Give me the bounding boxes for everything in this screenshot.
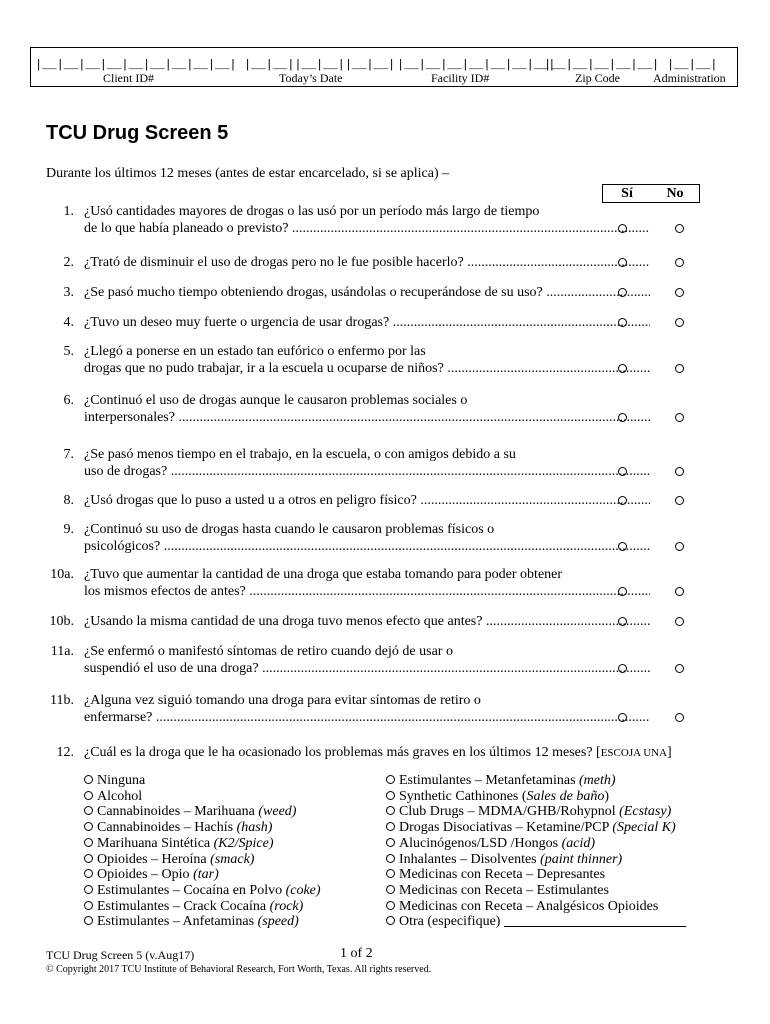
option-radio[interactable] (386, 822, 395, 831)
option-radio[interactable] (386, 885, 395, 894)
option-label: Opioides – Opio (97, 867, 194, 883)
question-line: de lo que había planeado o previsto? ..... (84, 220, 650, 237)
question-text (84, 492, 650, 509)
option-label: Cannabinoides – Marihuana (97, 804, 259, 820)
facility-id-field[interactable]: |__|__|__|__|__|__|__| (397, 58, 556, 72)
option-radio[interactable] (84, 885, 93, 894)
question-line: drogas que no pudo trabajar, ir a la escuela u ocuparse de niños? ..... (84, 360, 650, 377)
option-slang: Sales de baño (526, 788, 605, 804)
drug-option[interactable] (386, 914, 686, 930)
question-line: ¿Usó drogas que lo puso a usted u a otros en peligro físico? ..... (84, 492, 650, 509)
question-line: ¿Usando la misma cantidad de una droga tuvo menos efecto que antes? ..... (84, 613, 650, 630)
question-text (84, 446, 650, 480)
option-slang: (rock) (269, 898, 304, 914)
todays-date-field[interactable]: |__|__||__|__||__|__| (244, 58, 396, 72)
no-radio[interactable] (675, 318, 684, 327)
page-title: TCU Drug Screen 5 (46, 122, 229, 144)
option-label: Medicinas con Receta – Depresantes (399, 867, 606, 883)
question-number: 2. (63, 255, 74, 270)
no-radio[interactable] (675, 587, 684, 596)
question-line: enfermarse? ..... (84, 709, 650, 726)
option-radio[interactable] (386, 901, 395, 910)
drug-option[interactable] (84, 899, 321, 915)
no-radio[interactable] (675, 258, 684, 267)
option-radio[interactable] (386, 854, 395, 863)
copyright: © Copyright 2017 TCU Institute of Behavioral Research, Fort Worth, Texas. All rights reserved. (46, 964, 432, 975)
question-text (84, 203, 650, 237)
drug-option[interactable] (386, 836, 686, 852)
no-radio[interactable] (675, 467, 684, 476)
question-line: los mismos efectos de antes? ..... (84, 583, 650, 600)
question-text (84, 613, 650, 630)
option-label: Cannabinoides – Hachís (97, 820, 237, 836)
yes-radio[interactable] (618, 617, 627, 626)
drug-options-left (84, 773, 321, 930)
option-label: Inhalantes – Disolventes (399, 851, 541, 867)
option-label: Club Drugs – MDMA/GHB/Rohypnol (399, 804, 620, 820)
zip-code-field[interactable]: |__|__|__|__|__| (544, 58, 660, 72)
no-radio[interactable] (675, 364, 684, 373)
option-label: Estimulantes – Crack Cocaína (97, 898, 270, 914)
option-radio[interactable] (386, 869, 395, 878)
question-number: 1. (63, 204, 74, 219)
answer-header (602, 184, 700, 203)
question-line: ¿Continuó el uso de drogas aunque le causaron problemas sociales o (84, 393, 468, 408)
yes-radio[interactable] (618, 288, 627, 297)
question-text (84, 343, 650, 377)
question-text (84, 643, 650, 677)
question-text (84, 566, 650, 600)
drug-option[interactable] (84, 883, 321, 899)
yes-radio[interactable] (618, 258, 627, 267)
option-label-suffix: ) (604, 788, 609, 804)
option-slang: (meth) (579, 773, 616, 788)
question-line: suspendió el uso de una droga? ..... (84, 660, 650, 677)
option-radio[interactable] (84, 901, 93, 910)
question-text (84, 254, 650, 271)
no-radio[interactable] (675, 617, 684, 626)
drug-option[interactable] (84, 852, 321, 868)
question-line: interpersonales? ..... (84, 409, 650, 426)
no-radio[interactable] (675, 496, 684, 505)
question-line: ¿Se pasó mucho tiempo obteniendo drogas, usándolas o recuperándose de su uso? ..... (84, 284, 650, 301)
option-slang: (acid) (561, 835, 595, 851)
question-line: ¿Tuvo un deseo muy fuerte o urgencia de usar drogas? ..... (84, 314, 650, 331)
question-number: 7. (63, 447, 74, 462)
id-header-box (30, 47, 738, 87)
option-radio[interactable] (84, 806, 93, 815)
form-version: TCU Drug Screen 5 (v.Aug17) (46, 948, 195, 962)
client-id-field[interactable]: |__|__|__|__|__|__|__|__|__| (35, 58, 237, 72)
zip-code-label: Zip Code (575, 71, 620, 85)
question-text (84, 692, 650, 726)
question-line: ¿Tuvo que aumentar la cantidad de una droga que estaba tomando para poder obtener (84, 567, 563, 582)
question-number: 10a. (50, 567, 74, 582)
no-header: No (666, 186, 684, 201)
option-radio[interactable] (84, 822, 93, 831)
question-line: ¿Trató de disminuir el uso de drogas pero no le fue posible hacerlo? ..... (84, 254, 650, 271)
question-line: ¿Alguna vez siguió tomando una droga para evitar síntomas de retiro o (84, 693, 481, 708)
question-line: ¿Se pasó menos tiempo en el trabajo, en la escuela, o con amigos debido a su (84, 447, 516, 462)
question-line: uso de drogas? ..... (84, 463, 650, 480)
option-slang: (coke) (285, 882, 321, 898)
intro-text: Durante los últimos 12 meses (antes de estar encarcelado, si se aplica) – (46, 166, 450, 181)
yes-radio[interactable] (618, 542, 627, 551)
yes-radio[interactable] (618, 587, 627, 596)
drug-option[interactable] (84, 914, 321, 930)
option-label: Estimulantes – Metanfetaminas (399, 773, 580, 788)
yes-radio[interactable] (618, 664, 627, 673)
yes-radio[interactable] (618, 496, 627, 505)
specify-input[interactable] (504, 914, 686, 927)
yes-radio[interactable] (618, 224, 627, 233)
option-label: Opioides – Heroína (97, 851, 211, 867)
drug-options-right (386, 773, 686, 930)
option-slang: (weed) (258, 804, 297, 820)
option-label: Alcohol (97, 788, 143, 804)
drug-option[interactable] (84, 836, 321, 852)
yes-radio[interactable] (618, 364, 627, 373)
drug-option[interactable] (84, 867, 321, 883)
question-number: 10b. (49, 614, 74, 629)
option-label: Medicinas con Receta – Analgésicos Opioides (399, 898, 659, 914)
drug-option[interactable] (386, 883, 686, 899)
option-slang: (hash) (236, 820, 273, 836)
option-slang: (smack) (210, 851, 255, 867)
question-text (84, 392, 650, 426)
option-label: Medicinas con Receta – Estimulantes (399, 882, 609, 898)
option-slang: (Special K) (612, 820, 676, 836)
question-text (84, 314, 650, 331)
question-line: psicológicos? ..... (84, 538, 650, 555)
yes-radio[interactable] (618, 318, 627, 327)
option-slang: (speed) (257, 914, 299, 930)
drug-option[interactable] (386, 867, 686, 883)
option-label: Otra (especifique) (399, 914, 504, 930)
drug-option[interactable] (386, 804, 686, 820)
choose-one-note: ESCOJA UNA (600, 747, 668, 759)
option-radio[interactable] (386, 775, 395, 784)
question-number: 5. (63, 344, 74, 359)
question-line: ¿Continuó su uso de drogas hasta cuando le causaron problemas físicos o (84, 522, 495, 537)
option-radio[interactable] (386, 916, 395, 925)
option-radio[interactable] (386, 838, 395, 847)
question-line: ¿Se enfermó o manifestó síntomas de retiro cuando dejó de usar o (84, 644, 453, 659)
option-radio[interactable] (84, 916, 93, 925)
option-radio[interactable] (386, 806, 395, 815)
question-number: 6. (63, 393, 74, 408)
drug-option[interactable] (386, 773, 686, 789)
option-radio[interactable] (84, 869, 93, 878)
question-number: 9. (63, 522, 74, 537)
question-text (84, 521, 650, 555)
question-number: 8. (63, 493, 74, 508)
question-line: ¿Usó cantidades mayores de drogas o las usó por un período más largo de tiempo (84, 204, 540, 219)
option-label: Estimulantes – Cocaína en Polvo (97, 882, 286, 898)
facility-id-label: Facility ID# (431, 71, 490, 85)
no-radio[interactable] (675, 413, 684, 422)
administration-label: Administration (653, 71, 726, 85)
client-id-label: Client ID# (103, 71, 154, 85)
option-slang: (tar) (193, 867, 219, 883)
yes-radio[interactable] (618, 713, 627, 722)
drug-option[interactable] (386, 852, 686, 868)
no-radio[interactable] (675, 664, 684, 673)
question-text: ¿Cuál es la droga que le ha ocasionado los problemas más graves en los últimos 12 meses? [ESCOJA UNA] (84, 745, 672, 760)
drug-option[interactable] (84, 773, 321, 789)
question-text (84, 284, 650, 301)
yes-header: Sí (621, 186, 633, 201)
question-number: 12. (56, 745, 74, 760)
question-number: 3. (63, 285, 74, 300)
drug-option[interactable] (84, 804, 321, 820)
option-radio[interactable] (84, 838, 93, 847)
option-label: Ninguna (97, 773, 146, 788)
question-number: 11b. (50, 693, 74, 708)
drug-option[interactable] (386, 820, 686, 836)
option-slang: (Ecstasy) (619, 804, 672, 820)
option-slang: (paint thinner) (540, 851, 623, 867)
no-radio[interactable] (675, 288, 684, 297)
no-radio[interactable] (675, 713, 684, 722)
option-radio[interactable] (84, 775, 93, 784)
option-label: Drogas Disociativas – Ketamine/PCP (399, 820, 613, 836)
option-radio[interactable] (386, 791, 395, 800)
page-number: 1 of 2 (340, 946, 373, 961)
option-label: Estimulantes – Anfetaminas (97, 914, 258, 930)
todays-date-label: Today’s Date (279, 71, 343, 85)
option-label: Marihuana Sintética (97, 835, 214, 851)
no-radio[interactable] (675, 224, 684, 233)
no-radio[interactable] (675, 542, 684, 551)
option-label: Synthetic Cathinones ( (399, 788, 527, 804)
option-slang: (K2/Spice) (213, 835, 274, 851)
option-label: Alucinógenos/LSD /Hongos (399, 835, 562, 851)
administration-field[interactable]: |__|__| (667, 58, 718, 72)
option-radio[interactable] (84, 854, 93, 863)
question-number: 11a. (50, 644, 74, 659)
yes-radio[interactable] (618, 413, 627, 422)
yes-radio[interactable] (618, 467, 627, 476)
option-radio[interactable] (84, 791, 93, 800)
drug-option[interactable] (84, 789, 321, 805)
question-number: 4. (63, 315, 74, 330)
drug-option[interactable] (386, 789, 686, 805)
question-line: ¿Llegó a ponerse en un estado tan eufórico o enfermo por las (84, 344, 426, 359)
drug-option[interactable] (84, 820, 321, 836)
drug-option[interactable] (386, 899, 686, 915)
